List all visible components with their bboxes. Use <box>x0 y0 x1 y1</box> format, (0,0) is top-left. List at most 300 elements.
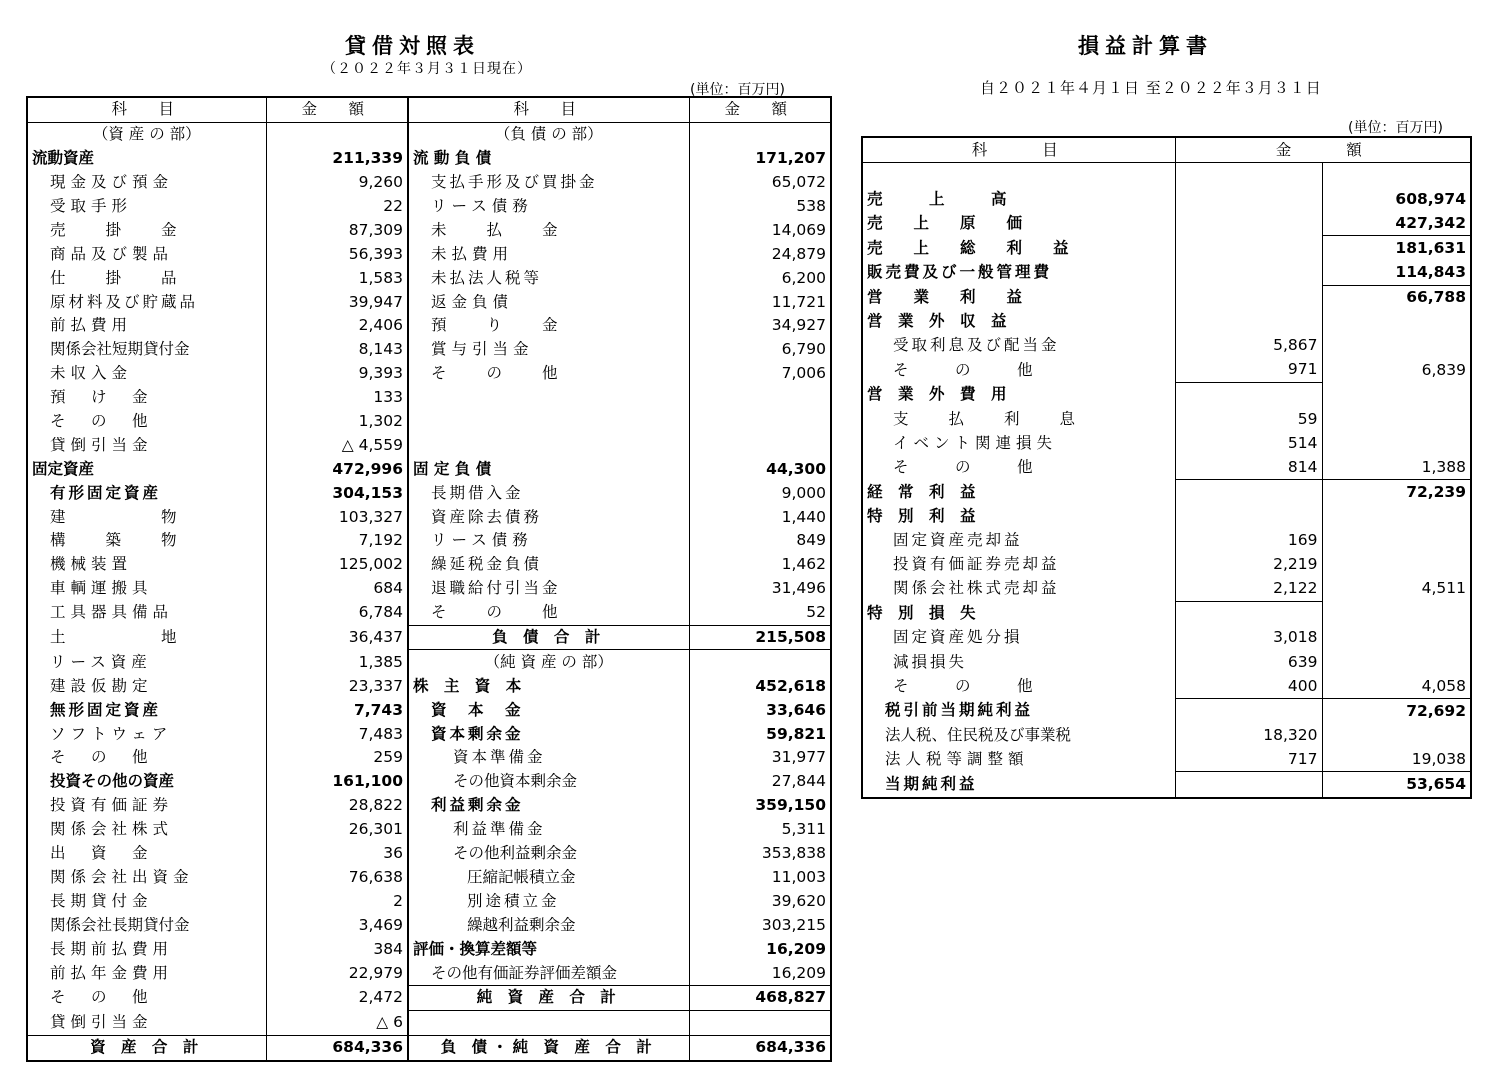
asset-item-value: 9,260 <box>266 171 408 195</box>
asset-item-label: 売 掛 金 <box>27 218 266 242</box>
income-item-label: 当期純利益 <box>862 772 1175 798</box>
income-statement-period: 自２０２１年４月１日 至２０２２年３月３１日 <box>980 79 1322 97</box>
asset-item-label: 受取手形 <box>27 195 266 219</box>
income-item-subtotal: 400 <box>1175 674 1322 699</box>
liability-item-label: 資 本 金 <box>408 698 689 722</box>
income-item-label: そ の 他 <box>862 358 1175 383</box>
header-amount: 金 額 <box>1175 137 1471 163</box>
asset-item-value: 1,302 <box>266 410 408 434</box>
table-row <box>27 195 831 219</box>
income-item-label: 特 別 損 失 <box>862 601 1175 626</box>
asset-item-value: 1,583 <box>266 266 408 290</box>
income-item-label: 減損損失 <box>862 650 1175 674</box>
asset-item-value: 1,385 <box>266 650 408 674</box>
liability-item-label: 繰延税金負債 <box>408 553 689 577</box>
liability-item-label: リース債務 <box>408 195 689 219</box>
income-item-label: 支 払 利 息 <box>862 407 1175 431</box>
income-item-label: 営 業 外 収 益 <box>862 310 1175 334</box>
liability-item-value: 24,879 <box>771 244 826 263</box>
table-row <box>862 211 1471 236</box>
table-row <box>862 772 1471 798</box>
asset-item-value: 7,483 <box>266 722 408 746</box>
liability-item-label <box>408 386 689 410</box>
liability-item-value: 27,844 <box>771 772 826 791</box>
liability-item-value: 39,620 <box>771 891 826 910</box>
asset-item-label: 貸倒引当金 <box>27 433 266 457</box>
liability-item-value: 849 <box>796 531 826 550</box>
liability-item-value: 11,003 <box>771 867 826 886</box>
table-row <box>27 577 831 601</box>
asset-item-label: 固定資産 <box>27 457 266 481</box>
table-row <box>27 601 831 625</box>
liability-item-label: 支払手形及び買掛金 <box>408 171 689 195</box>
table-row <box>862 163 1471 188</box>
liability-item-value: 31,496 <box>771 579 826 598</box>
asset-item-label: 未収入金 <box>27 362 266 386</box>
liability-item-value: 11,721 <box>771 292 826 311</box>
income-item-total: 72,692 <box>1322 699 1471 724</box>
asset-item-value: 3,469 <box>266 913 408 937</box>
income-statement-table <box>861 136 1472 799</box>
table-row <box>27 266 831 290</box>
liability-item-label: 未払費用 <box>408 242 689 266</box>
liability-item-label: 繰越利益剰余金 <box>408 913 689 937</box>
liability-item-value: 1,440 <box>781 507 826 526</box>
income-item-subtotal <box>1175 504 1322 528</box>
section-label-row <box>27 122 831 146</box>
table-row <box>27 290 831 314</box>
table-row <box>862 723 1471 747</box>
liability-item-value <box>689 650 831 674</box>
table-row <box>27 314 831 338</box>
table-row <box>27 481 831 505</box>
income-item-subtotal <box>1175 310 1322 334</box>
income-item-label: 法人税、住民税及び事業税 <box>862 723 1175 747</box>
table-row <box>862 382 1471 407</box>
liability-item-label: 未 払 金 <box>408 218 689 242</box>
income-item-subtotal: 18,320 <box>1175 723 1322 747</box>
asset-item-label: 現金及び預金 <box>27 171 266 195</box>
table-row <box>862 626 1471 650</box>
table-row <box>862 577 1471 602</box>
income-item-subtotal <box>1175 699 1322 724</box>
asset-item-value: 2,406 <box>266 314 408 338</box>
income-item-total: 427,342 <box>1395 213 1467 232</box>
table-row <box>27 386 831 410</box>
asset-item-value: 9,393 <box>266 362 408 386</box>
liability-item-value: 6,200 <box>781 268 826 287</box>
asset-item-label: 貸倒引当金 <box>27 1010 266 1035</box>
income-item-label: 固定資産処分損 <box>862 626 1175 650</box>
liability-item-label: 資本剰余金 <box>408 722 689 746</box>
income-item-label: 経 常 利 益 <box>862 480 1175 505</box>
asset-item-value: 7,192 <box>266 529 408 553</box>
table-row <box>27 433 831 457</box>
table-row <box>27 505 831 529</box>
income-item-subtotal: 169 <box>1175 529 1322 553</box>
income-item-label: 投資有価証券売却益 <box>862 553 1175 577</box>
asset-item-label: 建設仮勘定 <box>27 674 266 698</box>
asset-item-label: 土 地 <box>27 625 266 650</box>
income-item-subtotal: 59 <box>1175 407 1322 431</box>
liability-item-value: 6,790 <box>781 340 826 359</box>
asset-item-label: 前払年金費用 <box>27 961 266 985</box>
asset-item-value: 7,743 <box>266 698 408 722</box>
asset-item-value: 125,002 <box>266 553 408 577</box>
liability-item-value: 171,207 <box>755 149 826 168</box>
table-row <box>27 650 831 674</box>
income-item-total <box>1322 334 1471 358</box>
header-item-assets: 科 目 <box>27 97 266 122</box>
asset-item-value: 23,337 <box>266 674 408 698</box>
balance-sheet-unit: (単位：百万円) <box>690 82 785 98</box>
table-row <box>27 794 831 818</box>
liability-item-value: 359,150 <box>755 796 826 815</box>
liability-item-label: 負 債 合 計 <box>408 625 689 650</box>
table-row <box>27 625 831 650</box>
asset-item-label: 機械装置 <box>27 553 266 577</box>
table-row <box>27 362 831 386</box>
asset-item-value: 39,947 <box>266 290 408 314</box>
income-item-subtotal <box>1175 236 1322 261</box>
asset-item-label: そ の 他 <box>27 746 266 770</box>
income-item-label: 特 別 利 益 <box>862 504 1175 528</box>
balance-sheet-title: 貸借対照表 <box>345 34 480 58</box>
asset-item-value: 133 <box>266 386 408 410</box>
income-item-label: 営 業 外 費 用 <box>862 382 1175 407</box>
liability-item-value: 1,462 <box>781 555 826 574</box>
income-item-subtotal: 717 <box>1175 747 1322 772</box>
asset-item-value: 2 <box>266 889 408 913</box>
assets-section-label: （資 産 の 部） <box>27 122 266 146</box>
income-item-total: 66,788 <box>1322 285 1471 310</box>
liability-item-value: 452,618 <box>755 676 826 695</box>
table-row <box>862 358 1471 383</box>
income-item-label: 売 上 総 利 益 <box>862 236 1175 261</box>
liability-item-label: リース債務 <box>408 529 689 553</box>
asset-item-value: 2,472 <box>266 985 408 1010</box>
income-item-label: 営 業 利 益 <box>862 285 1175 310</box>
table-row <box>27 242 831 266</box>
income-item-total <box>1322 626 1471 650</box>
table-row <box>27 770 831 794</box>
asset-item-value: 56,393 <box>266 242 408 266</box>
liability-item-value: 7,006 <box>781 364 826 383</box>
table-row <box>862 236 1471 261</box>
income-item-total <box>1322 553 1471 577</box>
empty-cell <box>689 122 831 146</box>
table-row <box>862 480 1471 505</box>
liability-item-label: そ の 他 <box>408 601 689 625</box>
asset-item-label: 仕 掛 品 <box>27 266 266 290</box>
table-row <box>27 553 831 577</box>
table-row <box>862 260 1471 285</box>
asset-item-label: 投資その他の資産 <box>27 770 266 794</box>
asset-item-value: 161,100 <box>266 770 408 794</box>
income-item-subtotal <box>1175 260 1322 285</box>
income-item-total: 4,058 <box>1421 676 1467 695</box>
table-row <box>27 889 831 913</box>
table-row <box>27 985 831 1010</box>
table-row <box>862 407 1471 431</box>
income-item-subtotal <box>1175 382 1322 407</box>
balance-sheet-table <box>26 96 832 1062</box>
table-row <box>27 866 831 890</box>
total-liabilities-net-assets-value: 684,336 <box>689 1035 831 1060</box>
table-row <box>862 601 1471 626</box>
income-item-label: 受取利息及び配当金 <box>862 334 1175 358</box>
asset-item-label: そ の 他 <box>27 410 266 434</box>
income-item-total <box>1322 310 1471 334</box>
income-item-total <box>1322 723 1471 747</box>
income-statement-title: 損益計算書 <box>1078 34 1213 58</box>
asset-item-label: 車輌運搬具 <box>27 577 266 601</box>
liability-item-value: 215,508 <box>689 625 831 650</box>
liability-item-value: 9,000 <box>781 483 826 502</box>
asset-item-value: 26,301 <box>266 818 408 842</box>
table-row <box>862 674 1471 699</box>
asset-item-value: △ 4,559 <box>266 433 408 457</box>
asset-item-value: 684 <box>266 577 408 601</box>
asset-item-label: 建 物 <box>27 505 266 529</box>
income-item-total <box>1322 504 1471 528</box>
liability-item-label: 未払法人税等 <box>408 266 689 290</box>
table-row <box>862 187 1471 211</box>
asset-item-label: 関係会社株式 <box>27 818 266 842</box>
table-row <box>27 818 831 842</box>
asset-item-value: 259 <box>266 746 408 770</box>
asset-item-label: 構 築 物 <box>27 529 266 553</box>
income-item-subtotal: 2,122 <box>1175 577 1322 602</box>
table-row <box>27 529 831 553</box>
asset-item-label: そ の 他 <box>27 985 266 1010</box>
income-item-subtotal: 639 <box>1175 650 1322 674</box>
income-item-total <box>1322 382 1471 407</box>
income-item-subtotal: 514 <box>1175 431 1322 455</box>
asset-item-value: 103,327 <box>266 505 408 529</box>
header-item-liabilities: 科 目 <box>408 97 689 122</box>
liability-item-value: 31,977 <box>771 748 826 767</box>
table-row <box>27 842 831 866</box>
income-item-subtotal: 3,018 <box>1175 626 1322 650</box>
asset-item-value: 384 <box>266 937 408 961</box>
table-row <box>862 529 1471 553</box>
asset-item-label: 関係会社短期貸付金 <box>27 338 266 362</box>
liability-item-label: その他有価証券評価差額金 <box>408 961 689 985</box>
asset-item-label: 出 資 金 <box>27 842 266 866</box>
income-item-subtotal <box>1175 163 1322 188</box>
income-item-total: 19,038 <box>1411 749 1467 768</box>
liability-item-label: 評価・換算差額等 <box>408 937 689 961</box>
income-item-subtotal: 971 <box>1175 358 1322 383</box>
table-row <box>27 338 831 362</box>
asset-item-label: 有形固定資産 <box>27 481 266 505</box>
liability-item-label: 純 資 産 合 計 <box>408 985 689 1010</box>
income-item-total: 181,631 <box>1322 236 1471 261</box>
income-item-total: 1,388 <box>1421 457 1467 476</box>
empty-cell <box>266 122 408 146</box>
liability-item-label: 流 動 負 債 <box>408 147 689 171</box>
liability-item-value <box>689 1010 831 1035</box>
table-row <box>27 218 831 242</box>
liabilities-section-label: （負 債 の 部） <box>408 122 689 146</box>
income-item-total <box>1322 650 1471 674</box>
liability-item-label: 利益準備金 <box>408 818 689 842</box>
liability-item-value: 468,827 <box>689 985 831 1010</box>
asset-item-label: 長期貸付金 <box>27 889 266 913</box>
income-item-subtotal: 2,219 <box>1175 553 1322 577</box>
liability-item-value: 34,927 <box>771 316 826 335</box>
income-item-subtotal <box>1175 285 1322 310</box>
asset-item-value: 472,996 <box>266 457 408 481</box>
income-item-total <box>1322 163 1471 188</box>
liability-item-label: 賞与引当金 <box>408 338 689 362</box>
liability-item-value: 52 <box>806 603 826 622</box>
table-row <box>862 650 1471 674</box>
income-item-total: 608,974 <box>1395 189 1467 208</box>
liability-item-label <box>408 433 689 457</box>
asset-item-label: 無形固定資産 <box>27 698 266 722</box>
liability-item-value <box>689 386 831 410</box>
asset-item-label: 商品及び製品 <box>27 242 266 266</box>
liability-item-label: 預 り 金 <box>408 314 689 338</box>
liability-item-value <box>689 410 831 434</box>
asset-item-value: 6,784 <box>266 601 408 625</box>
income-item-label: 税引前当期純利益 <box>862 699 1175 724</box>
table-row <box>27 913 831 937</box>
income-item-label: 固定資産売却益 <box>862 529 1175 553</box>
income-item-subtotal <box>1175 187 1322 211</box>
income-item-label: 販売費及び一般管理費 <box>862 260 1175 285</box>
liability-item-label: 別途積立金 <box>408 889 689 913</box>
income-item-subtotal <box>1175 211 1322 236</box>
header-item: 科 目 <box>862 137 1175 163</box>
liability-item-label: 圧縮記帳積立金 <box>408 866 689 890</box>
asset-item-label: 工具器具備品 <box>27 601 266 625</box>
balance-sheet-header-row <box>27 97 831 122</box>
income-item-total: 114,843 <box>1395 263 1467 282</box>
asset-item-label: 流動資産 <box>27 147 266 171</box>
table-row <box>27 457 831 481</box>
liability-item-label: 株 主 資 本 <box>408 674 689 698</box>
income-item-total <box>1322 601 1471 626</box>
income-item-label: イベント関連損失 <box>862 431 1175 455</box>
asset-item-value: 304,153 <box>266 481 408 505</box>
table-row <box>27 674 831 698</box>
liability-item-value: 353,838 <box>761 844 826 863</box>
asset-item-label: 関係会社長期貸付金 <box>27 913 266 937</box>
income-item-total: 53,654 <box>1322 772 1471 798</box>
header-amount-assets: 金 額 <box>266 97 408 122</box>
table-row <box>862 431 1471 455</box>
table-row <box>27 171 831 195</box>
table-row <box>27 410 831 434</box>
liability-item-value: 16,209 <box>766 939 826 958</box>
asset-item-label: 関係会社出資金 <box>27 866 266 890</box>
liability-item-label: その他利益剰余金 <box>408 842 689 866</box>
table-row <box>27 722 831 746</box>
income-item-label: 売 上 原 価 <box>862 211 1175 236</box>
liability-item-label: 退職給付引当金 <box>408 577 689 601</box>
income-statement-header-row <box>862 137 1471 163</box>
asset-item-label: 前払費用 <box>27 314 266 338</box>
liability-item-value: 33,646 <box>766 700 826 719</box>
header-amount-liabilities: 金 額 <box>689 97 831 122</box>
liability-item-value: 44,300 <box>766 459 826 478</box>
asset-item-label: 原材料及び貯蔵品 <box>27 290 266 314</box>
asset-item-value: △ 6 <box>266 1010 408 1035</box>
table-row <box>862 310 1471 334</box>
table-row <box>27 147 831 171</box>
income-item-label <box>862 163 1175 188</box>
totals-row <box>27 1035 831 1060</box>
asset-item-value: 87,309 <box>266 218 408 242</box>
table-row <box>862 553 1471 577</box>
income-item-total <box>1322 431 1471 455</box>
liability-item-value <box>689 433 831 457</box>
liability-item-value: 5,311 <box>781 820 826 839</box>
table-row <box>862 455 1471 480</box>
liability-item-value: 14,069 <box>771 220 826 239</box>
liability-item-value: 303,215 <box>761 915 826 934</box>
total-assets-label: 資 産 合 計 <box>27 1035 266 1060</box>
liability-item-label: 長期借入金 <box>408 481 689 505</box>
asset-item-label: 投資有価証券 <box>27 794 266 818</box>
table-row <box>862 285 1471 310</box>
liability-item-value: 16,209 <box>771 963 826 982</box>
income-item-subtotal <box>1175 601 1322 626</box>
income-statement-unit: (単位：百万円) <box>1348 120 1443 136</box>
income-item-subtotal <box>1175 772 1322 798</box>
income-item-subtotal: 814 <box>1175 455 1322 480</box>
income-item-total: 4,511 <box>1421 579 1467 598</box>
income-item-subtotal: 5,867 <box>1175 334 1322 358</box>
liability-item-value: 59,821 <box>766 724 826 743</box>
liability-item-label: そ の 他 <box>408 362 689 386</box>
income-item-label: そ の 他 <box>862 674 1175 699</box>
liability-item-value: 538 <box>796 197 826 215</box>
asset-item-label: リース資産 <box>27 650 266 674</box>
total-assets-value: 684,336 <box>266 1035 408 1060</box>
liability-item-label: 固 定 負 債 <box>408 457 689 481</box>
income-item-label: 法人税等調整額 <box>862 747 1175 772</box>
asset-item-value: 36,437 <box>266 625 408 650</box>
table-row <box>27 1010 831 1035</box>
asset-item-label: 長期前払費用 <box>27 937 266 961</box>
asset-item-value: 22 <box>266 195 408 219</box>
income-item-total <box>1322 529 1471 553</box>
balance-sheet-date: （２０２２年３月３１日現在） <box>322 61 532 77</box>
liability-item-label: （純 資 産 の 部） <box>408 650 689 674</box>
liability-item-label <box>408 1010 689 1035</box>
asset-item-value: 36 <box>266 842 408 866</box>
table-row <box>27 746 831 770</box>
table-row <box>27 698 831 722</box>
liability-item-label: 資本準備金 <box>408 746 689 770</box>
asset-item-value: 8,143 <box>266 338 408 362</box>
income-item-total <box>1322 407 1471 431</box>
income-item-total: 72,239 <box>1322 480 1471 505</box>
income-item-subtotal <box>1175 480 1322 505</box>
table-row <box>862 504 1471 528</box>
asset-item-value: 22,979 <box>266 961 408 985</box>
table-row <box>27 961 831 985</box>
income-item-label: 売 上 高 <box>862 187 1175 211</box>
asset-item-value: 211,339 <box>266 147 408 171</box>
liability-item-label <box>408 410 689 434</box>
liability-item-label: その他資本剰余金 <box>408 770 689 794</box>
liability-item-value: 65,072 <box>771 173 826 192</box>
